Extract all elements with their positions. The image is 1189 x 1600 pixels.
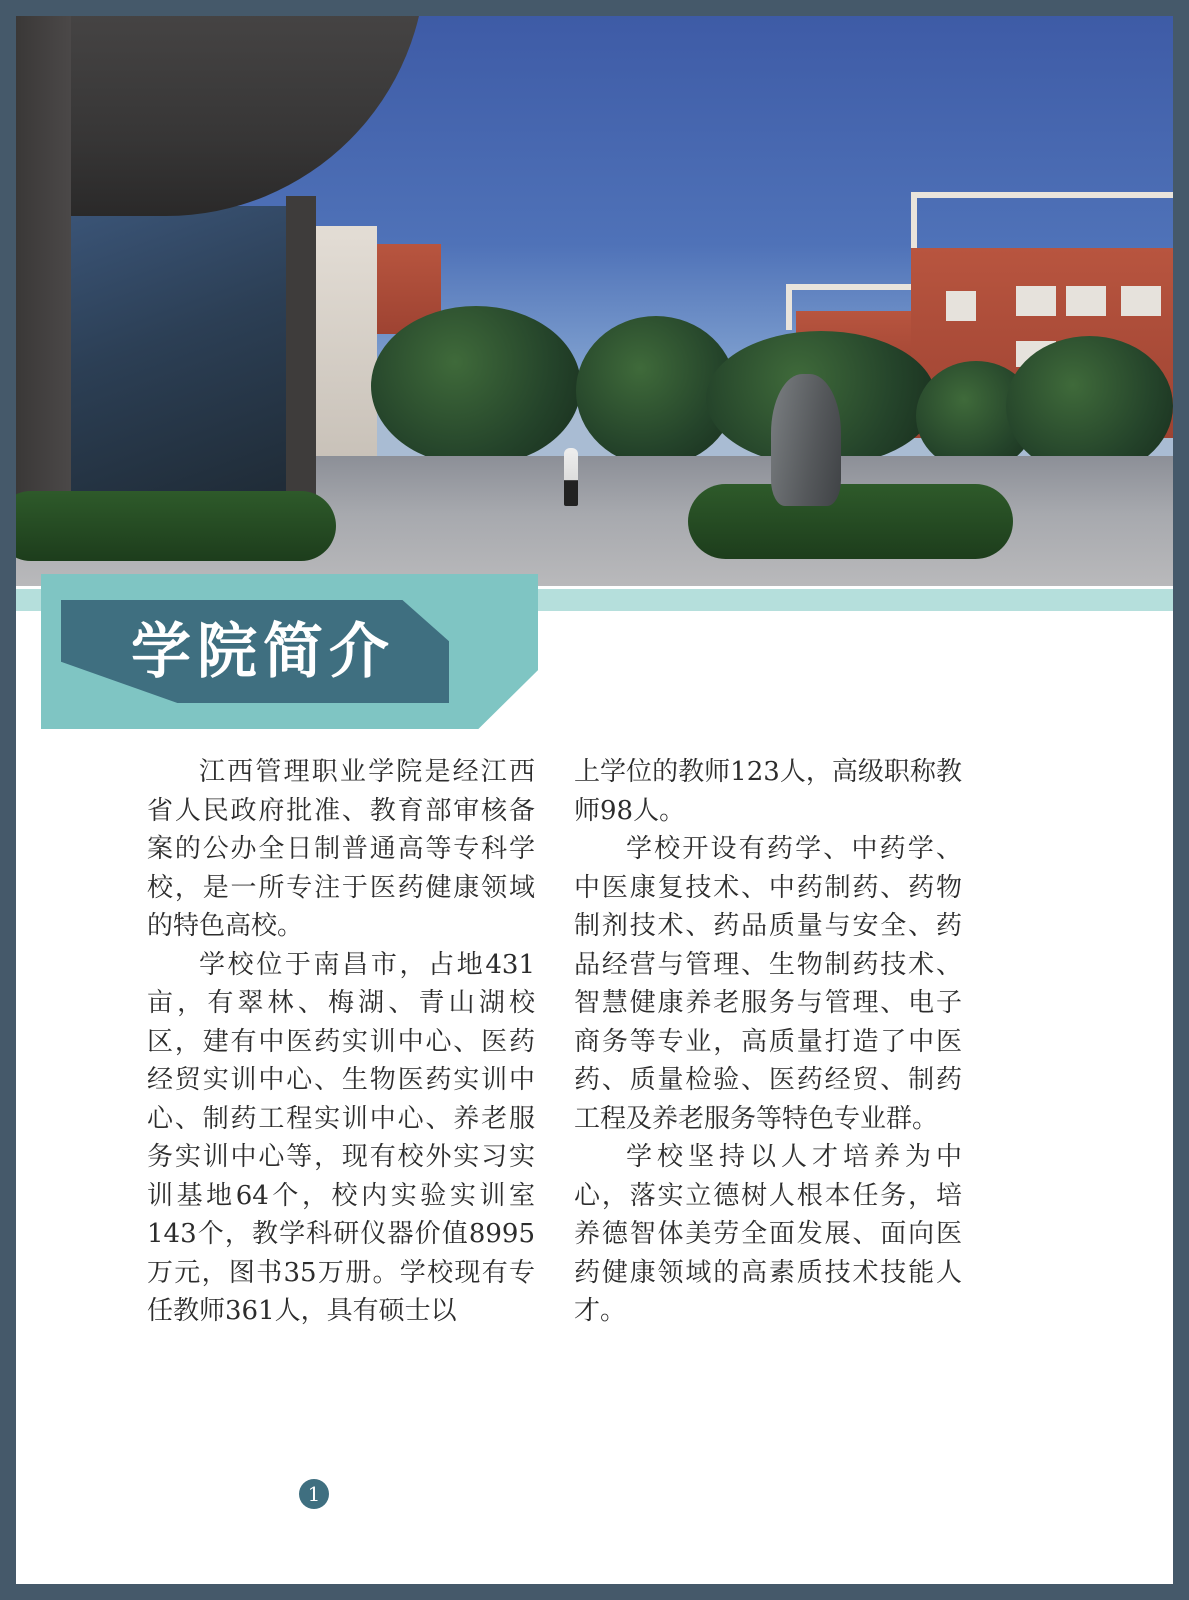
paragraph: 江西管理职业学院是经江西省人民政府批准、教育部审核备案的公办全日制普通高等专科学校，是一所专注于医药健康领域的特色高校。: [147, 757, 535, 941]
paragraph: 学校坚持以人才培养为中心，落实立德树人根本任务，培养德智体美劳全面发展、面向医药健康领域的高素质技术技能人才。: [574, 1142, 962, 1326]
hedge-left: [16, 491, 336, 561]
building-window: [946, 291, 976, 321]
building-window: [1121, 286, 1161, 316]
walking-person: [564, 448, 578, 506]
white-building: [312, 226, 377, 456]
building-window: [1016, 286, 1056, 316]
curved-roof: [16, 16, 426, 216]
tree: [371, 306, 581, 466]
text-column-right: [574, 753, 962, 1331]
stone-wall: [16, 16, 71, 496]
campus-photo: [16, 16, 1173, 586]
paragraph: 学校开设有药学、中药学、中医康复技术、中药制药、药物制剂技术、药品质量与安全、药品经营与管理、生物制药技术、智慧健康养老服务与管理、电子商务等专业，高质量打造了中医药、质量检验、医药经贸、制药工程及养老服务等特色专业群。: [574, 834, 962, 1134]
section-title: 学院简介: [131, 617, 395, 687]
glass-facade: [71, 206, 291, 496]
text-column-left: [147, 753, 535, 1331]
tree: [1006, 336, 1173, 476]
stone-monument: [771, 374, 841, 506]
paragraph: 学校位于南昌市，占地431亩，有翠林、梅湖、青山湖校区，建有中医药实训中心、医药经贸实训中心、生物医药实训中心、制药工程实训中心、养老服务实训中心等，现有校外实习实训基地64个，校内实验实训室143个，教学科研仪器价值8995万元，图书35万册。学校现有专任教师361人，具有硕士以: [147, 949, 535, 1326]
building-window: [1066, 286, 1106, 316]
paragraph: 上学位的教师123人，高级职称教师98人。: [574, 757, 962, 826]
brochure-page: [16, 16, 1173, 1584]
page-number: 1: [299, 1479, 329, 1509]
hedge-right: [688, 484, 1013, 559]
building-pillar: [286, 196, 316, 496]
